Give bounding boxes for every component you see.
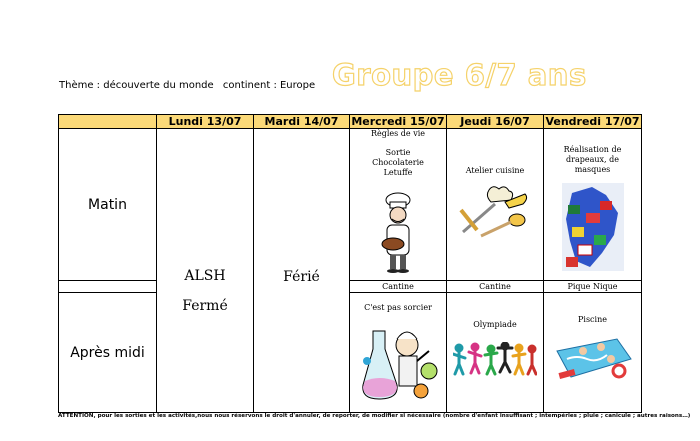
friday-lunch: Pique Nique bbox=[544, 281, 642, 293]
cooking-utensils-icon bbox=[459, 186, 531, 238]
group-title: Groupe 6/7 ans bbox=[332, 58, 587, 92]
wednesday-morning-line2: Sortie Chocolaterie Letuffe bbox=[372, 148, 424, 177]
wednesday-lunch: Cantine bbox=[350, 281, 447, 293]
friday-afternoon-cell bbox=[544, 293, 642, 413]
thursday-afternoon-cell bbox=[447, 293, 544, 413]
theme-label: Thème : découverte du monde bbox=[59, 80, 214, 91]
footer-notice: ATTENTION, pour les sorties et les activités,nous nous réservons le droit d'annuler, de reporter, de modifier si nécessaire (nombre d'enfant insuffisant ; intempéries ; pluie ; canicule ; autres raisons…) bbox=[58, 413, 691, 419]
olympiad-figures-icon bbox=[453, 342, 537, 376]
morning-label: Matin bbox=[59, 129, 157, 281]
continent-label: continent : Europe bbox=[222, 80, 316, 91]
science-experiment-icon bbox=[357, 321, 439, 405]
monday-cell bbox=[157, 129, 254, 413]
thursday-lunch: Cantine bbox=[447, 281, 544, 293]
friday-morning-text: Réalisation de drapeaux, de masques bbox=[563, 145, 622, 174]
tuesday-cell bbox=[254, 129, 350, 413]
header-corner bbox=[59, 115, 157, 129]
friday-morning-cell bbox=[544, 129, 642, 281]
friday-afternoon-text: Piscine bbox=[578, 315, 607, 324]
day-header-thursday: Jeudi 16/07 bbox=[447, 115, 544, 129]
wednesday-afternoon-cell bbox=[350, 293, 447, 413]
thursday-morning-cell bbox=[447, 129, 544, 281]
wednesday-morning-line1: Règles de vie bbox=[370, 129, 426, 138]
chocolatier-chef-icon bbox=[378, 192, 418, 274]
lunch-row bbox=[59, 281, 642, 293]
afternoon-label: Après midi bbox=[59, 293, 157, 413]
day-header-monday: Lundi 13/07 bbox=[157, 115, 254, 129]
swimming-pool-icon bbox=[553, 333, 633, 383]
morning-row bbox=[59, 129, 642, 281]
european-flags-map-icon bbox=[562, 183, 624, 271]
day-header-wednesday: Mercredi 15/07 bbox=[351, 115, 445, 128]
afternoon-row bbox=[59, 293, 642, 413]
thursday-morning-text: Atelier cuisine bbox=[465, 165, 525, 175]
thursday-afternoon-text: Olympiade bbox=[473, 319, 517, 329]
lunch-label bbox=[59, 281, 157, 293]
header-row bbox=[59, 115, 642, 129]
day-header-friday: Vendredi 17/07 bbox=[545, 115, 640, 128]
wednesday-morning-cell bbox=[350, 129, 447, 281]
tuesday-text: Férié bbox=[283, 268, 320, 285]
theme-line bbox=[59, 80, 321, 91]
day-header-tuesday: Mardi 14/07 bbox=[254, 115, 350, 129]
wednesday-afternoon-text: C'est pas sorcier bbox=[364, 303, 432, 312]
monday-line2: Fermé bbox=[182, 297, 228, 314]
monday-line1: ALSH bbox=[184, 267, 226, 284]
schedule-table bbox=[58, 114, 642, 413]
